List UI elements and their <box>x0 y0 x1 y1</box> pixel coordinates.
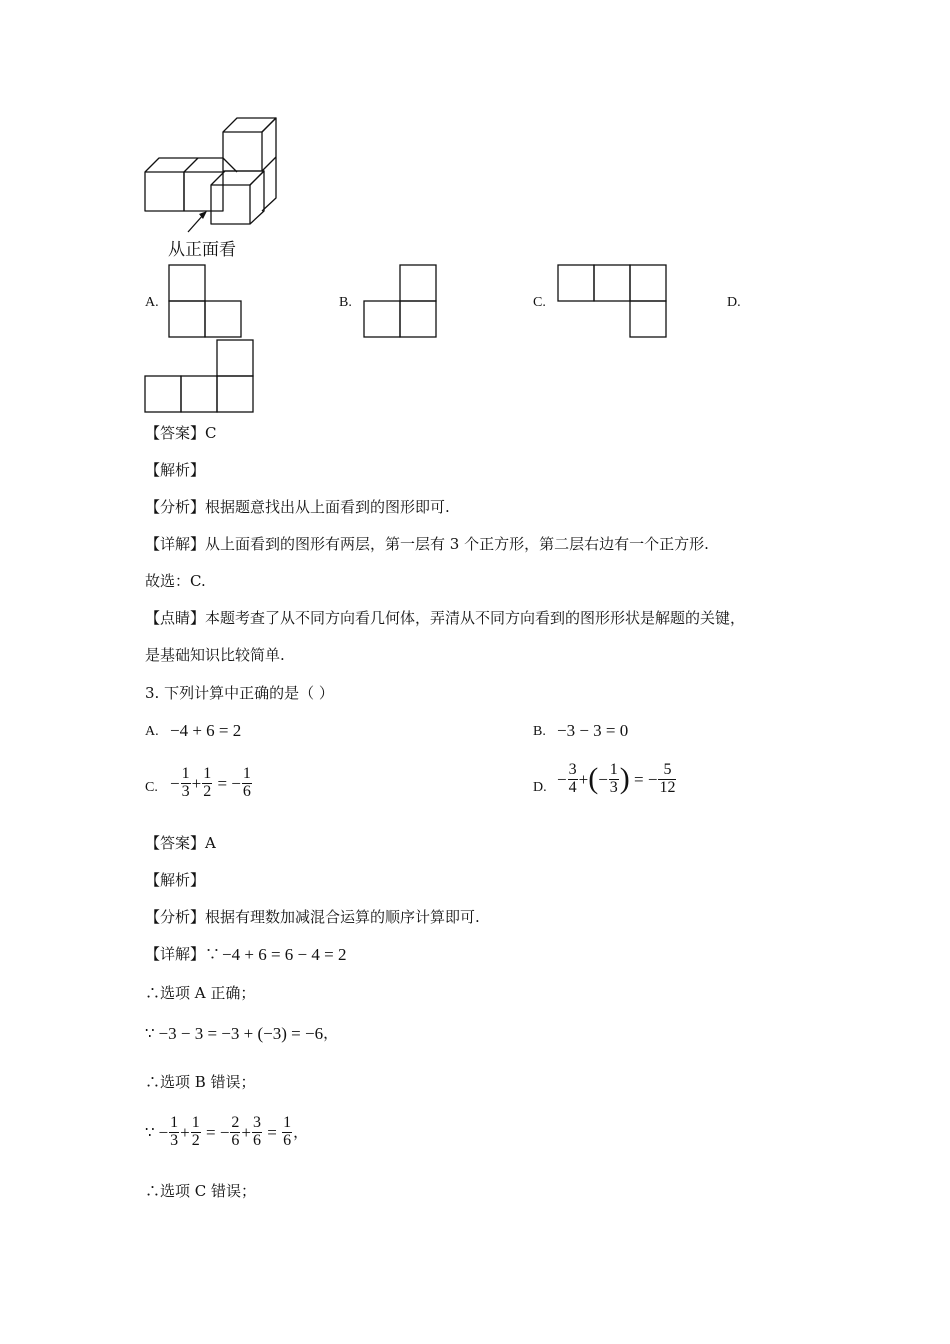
q3-detail-expr: −4 + 6 = 6 − 4 = 2 <box>222 945 347 964</box>
q3-option-c-label: C. <box>145 780 158 795</box>
q3-c-calc: ∵ − $\frac{1}{3}$ + $\frac{1}{2}$ = − $\frac{2}{6}$ + $\frac{3}{6}$ = $\frac{1}{6}$ ， <box>145 1114 309 1149</box>
q2-detail: 【详解】从上面看到的图形有两层，第一层有 3 个正方形，第二层右边有一个正方形. <box>145 535 709 553</box>
q3-line-c: ∴选项 C 错误； <box>145 1182 257 1200</box>
q3-question: 3. 下列计算中正确的是（ ） <box>145 684 334 702</box>
q2-analysis: 【分析】根据题意找出从上面看到的图形即可. <box>145 498 450 516</box>
q2-choice: 故选：C. <box>145 572 206 590</box>
option-d-figure <box>0 0 950 420</box>
q3-analysis: 【分析】根据有理数加减混合运算的顺序计算即可. <box>145 908 480 926</box>
q3-option-b-label: B. <box>533 724 546 739</box>
q2-comment-line1: 【点睛】本题考查了从不同方向看几何体，弄清从不同方向看到的图形形状是解题的关键， <box>145 609 746 627</box>
q2-analysis-title: 【解析】 <box>145 461 206 479</box>
q3-b-calc: −3 − 3 = −3 + (−3) = −6 <box>158 1024 324 1043</box>
q3-option-d-expr: − $\frac{3}{4}$ + ( − $\frac{1}{3}$ ) = − $\frac{5}{12}$ <box>557 761 676 796</box>
q3-answer: 【答案】A <box>145 834 216 852</box>
q3-analysis-title: 【解析】 <box>145 871 206 889</box>
q3-option-b-expr: −3 − 3 = 0 <box>557 721 629 740</box>
q3-option-a-label: A. <box>145 724 159 739</box>
q3-line-b: ∴选项 B 错误； <box>145 1073 256 1091</box>
option-d-label: D. <box>727 295 741 310</box>
q3-detail-prefix: 【详解】∵ <box>145 945 221 963</box>
q2-comment-line2: 是基础知识比较简单. <box>145 646 285 664</box>
q3-option-a-expr: −4 + 6 = 2 <box>170 721 242 740</box>
option-b-label: B. <box>339 295 352 310</box>
q3-option-c-expr: − $\frac{1}{3}$ + $\frac{1}{2}$ = − $\frac{1}{6}$ <box>170 765 251 800</box>
q3-detail <box>145 946 346 963</box>
option-c-label: C. <box>533 295 546 310</box>
comma: ， <box>323 1024 339 1042</box>
view-caption: 从正面看 <box>168 240 236 260</box>
q3-option-d-label: D. <box>533 780 547 795</box>
q3-line-a: ∴选项 A 正确； <box>145 984 256 1002</box>
q3-b-calc-row <box>145 1025 338 1042</box>
q2-answer: 【答案】C <box>145 424 217 442</box>
option-a-label: A. <box>145 295 159 310</box>
because-symbol: ∵ <box>145 1024 155 1042</box>
